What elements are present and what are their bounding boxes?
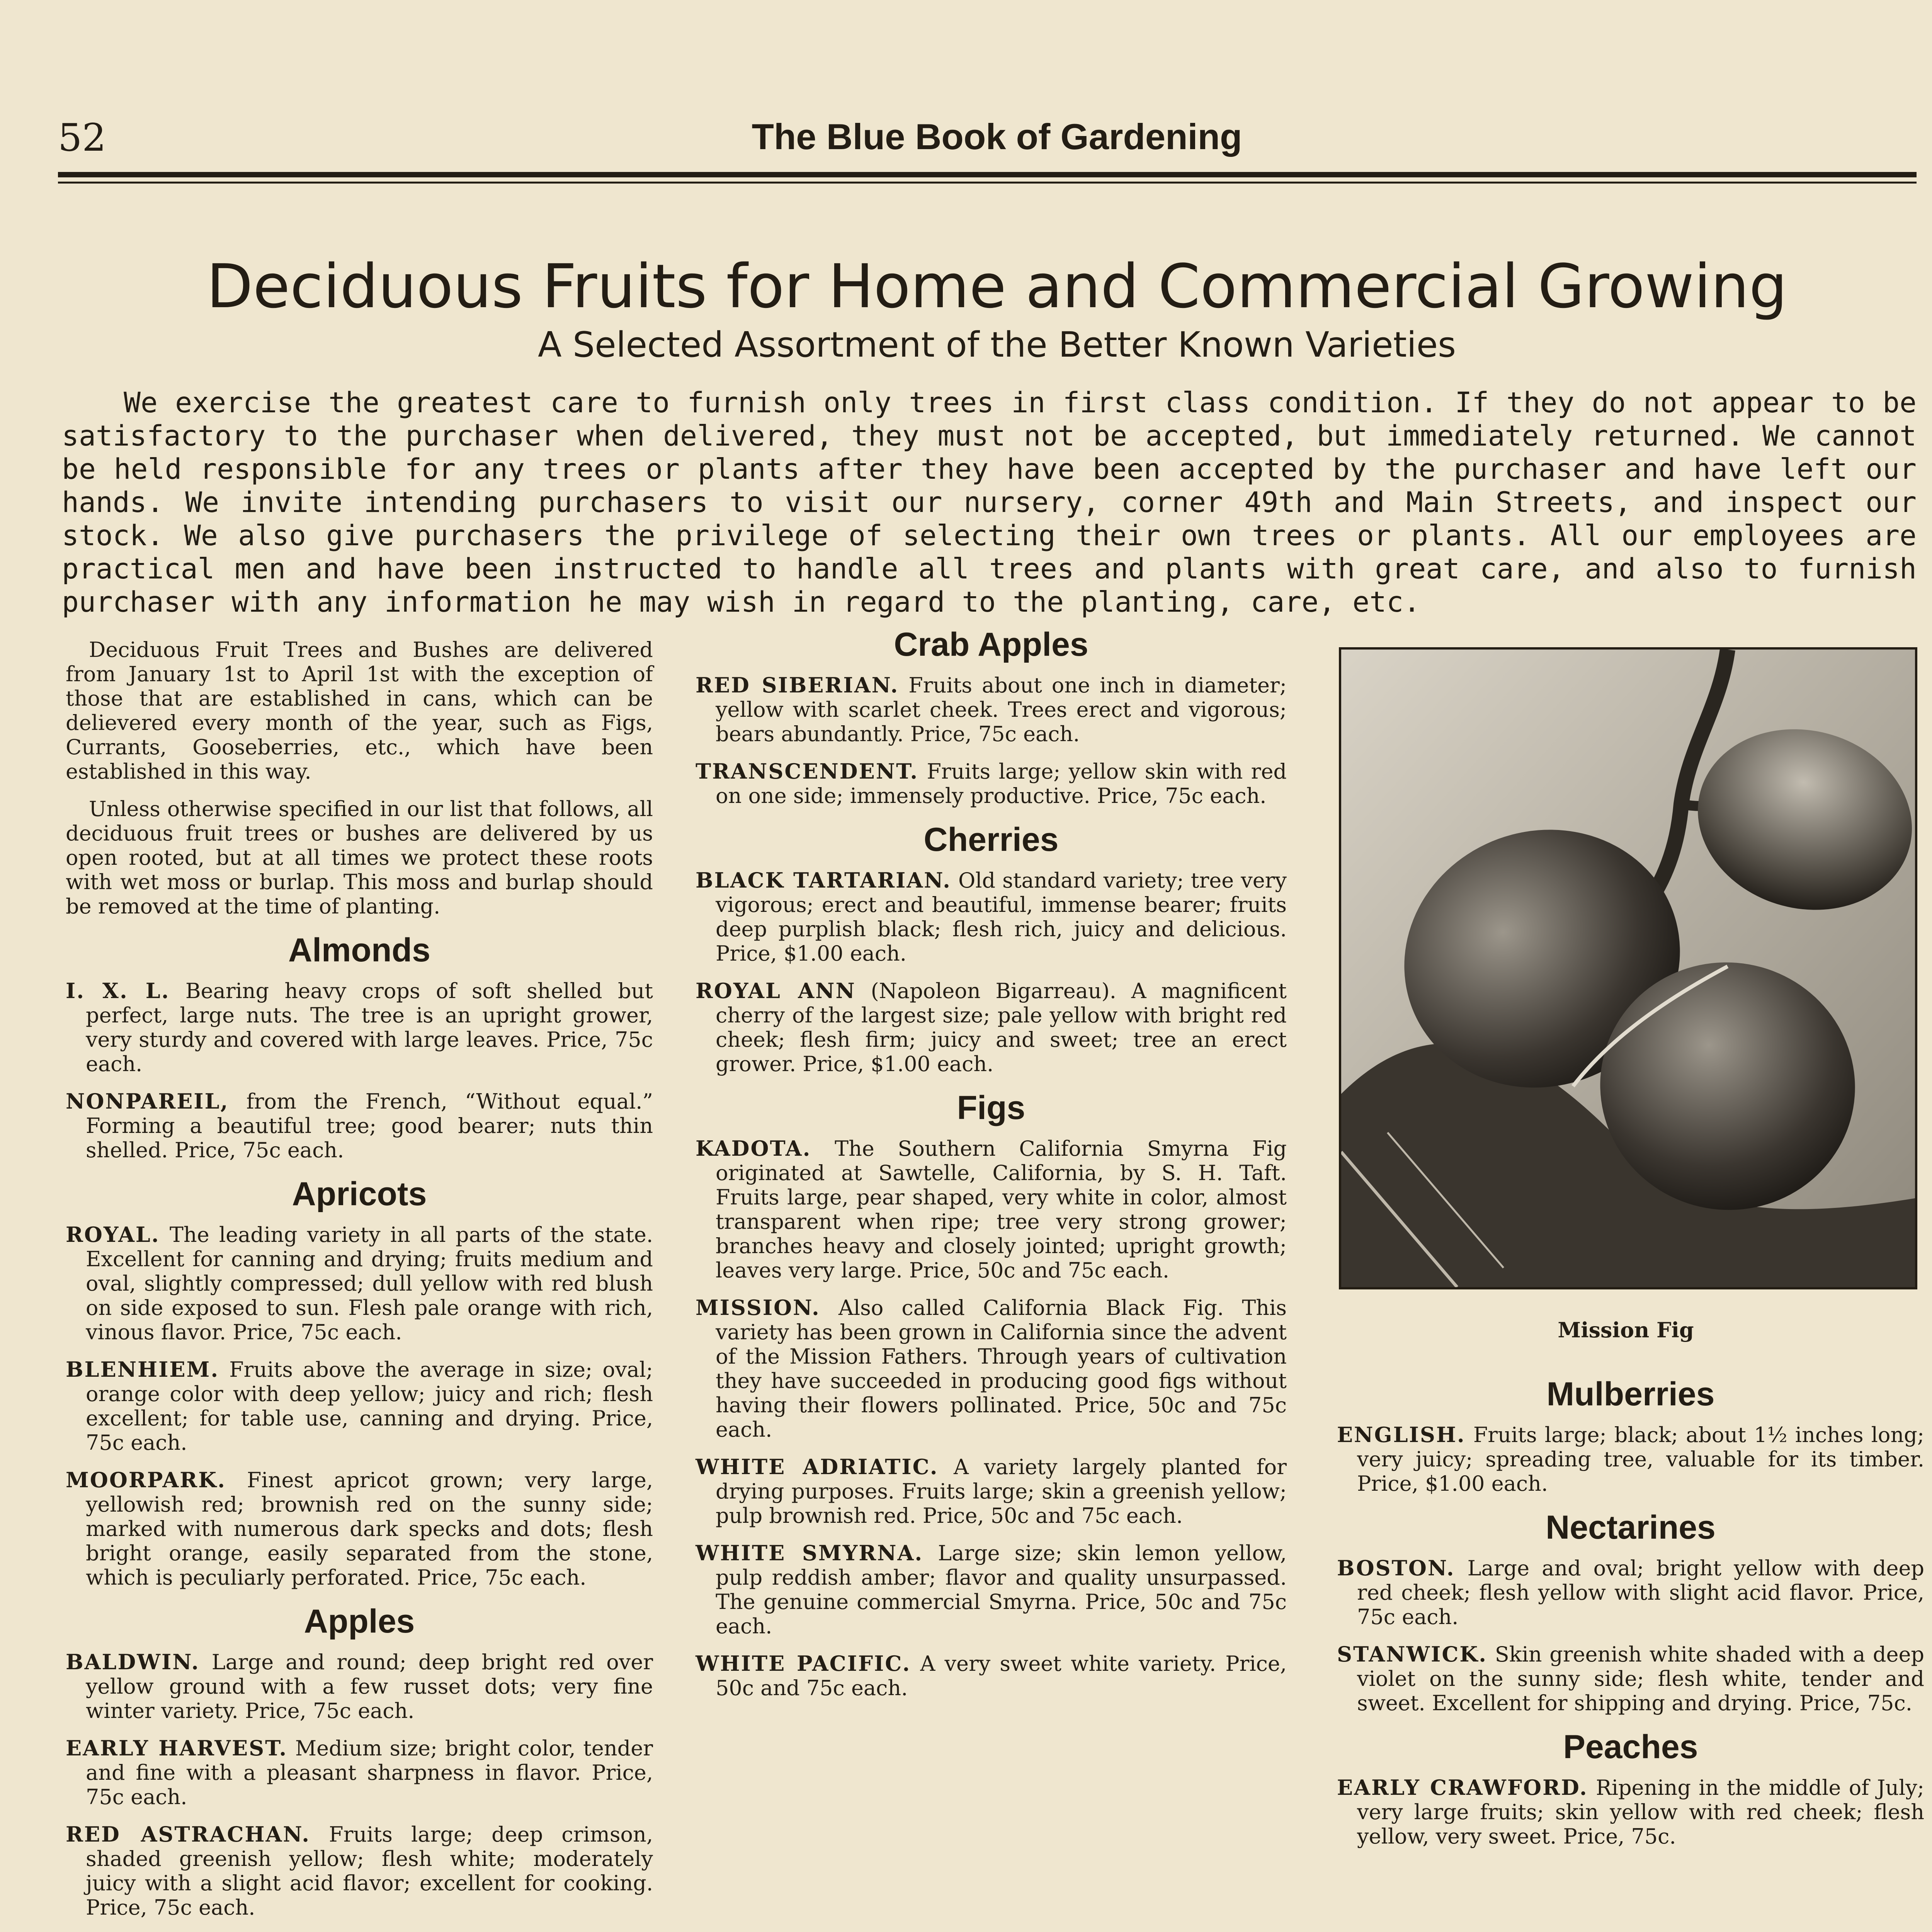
list-item bbox=[66, 1357, 653, 1455]
section-heading-cherries: Cherries bbox=[923, 821, 1059, 858]
variety-name: MOORPARK. bbox=[66, 1468, 226, 1492]
list-item bbox=[66, 1736, 653, 1809]
list-item bbox=[1337, 1642, 1924, 1715]
variety-name: WHITE ADRIATIC. bbox=[696, 1454, 939, 1479]
variety-description: Skin greenish white shaded with a deep violet on the sunny side; flesh white, tender and sweet. Excellent for shipping and drying. Price, 75c. bbox=[1357, 1642, 1924, 1715]
variety-name: EARLY CRAWFORD. bbox=[1337, 1775, 1588, 1800]
variety-name: EARLY HARVEST. bbox=[66, 1736, 288, 1760]
delivery-note: Deciduous Fruit Trees and Bushes are delivered from January 1st to April 1st with the exception of those that are established in cans, which can be delievered every month of the year, such as Figs, Currants, Gooseberries, etc., which have been established in this way. bbox=[66, 638, 653, 784]
list-item bbox=[66, 1822, 653, 1920]
list-item bbox=[66, 1223, 653, 1344]
header-rule-thick bbox=[58, 172, 1917, 177]
variety-description: Large and round; deep bright red over yellow ground with a few russet dots; very fine winter variety. Price, 75c each. bbox=[86, 1650, 653, 1723]
variety-name: BOSTON. bbox=[1337, 1556, 1455, 1580]
section-heading-apples: Apples bbox=[304, 1603, 415, 1640]
page-title: Deciduous Fruits for Home and Commercial Growing bbox=[206, 251, 1787, 321]
section-heading-crab-apples: Crab Apples bbox=[894, 626, 1088, 663]
variety-name: RED ASTRACHAN. bbox=[66, 1822, 311, 1847]
variety-description: Finest apricot grown; very large, yellowish red; brownish red on the sunny side; marked with numerous dark specks and dots; flesh bright orange, easily separated from the stone, which is peculiarly perforated. Price, 75c each. bbox=[86, 1468, 653, 1590]
variety-name: WHITE SMYRNA. bbox=[696, 1541, 923, 1565]
intro-paragraph: We exercise the greatest care to furnish only trees in first class condition. If they do not appear to be satisfactory to the purchaser when delivered, they must not be accepted, but immediately returned. We cannot be held responsible for any trees or plants after they have been accepted by the purchaser and have left our hands. We invite intending purchasers to visit our nursery, corner 49th and Main Streets, and inspect our stock. We also give purchasers the privilege of selecting their own trees or plants. All our employees are practical men and have been instructed to handle all trees and plants with great care, and also to furnish purchaser with any information he may wish in regard to the planting, care, etc. bbox=[62, 386, 1917, 619]
variety-description: Fruits about one inch in diameter; yellow with scarlet cheek. Trees erect and vigorous; bears abundantly. Price, 75c each. bbox=[716, 673, 1287, 746]
variety-name: STANWICK. bbox=[1337, 1642, 1488, 1667]
mission-fig-photo bbox=[1339, 647, 1917, 1289]
section-heading-apricots: Apricots bbox=[292, 1175, 427, 1213]
page-subtitle: A Selected Assortment of the Better Known Varieties bbox=[538, 325, 1456, 365]
list-item bbox=[1337, 1776, 1924, 1849]
section-heading-figs: Figs bbox=[957, 1089, 1026, 1126]
variety-name: MISSION. bbox=[696, 1295, 820, 1320]
section-heading-mulberries: Mulberries bbox=[1546, 1376, 1715, 1413]
page-number: 52 bbox=[58, 116, 106, 160]
list-item bbox=[66, 979, 653, 1076]
section-heading-peaches: Peaches bbox=[1563, 1728, 1698, 1765]
list-item bbox=[696, 1296, 1287, 1442]
variety-description: Fruits above the average in size; oval; orange color with deep yellow; juicy and rich; flesh excellent; for table use, canning and drying. Price, 75c each. bbox=[86, 1357, 653, 1455]
variety-description: Large and oval; bright yellow with deep red cheek; flesh yellow with slight acid flavor. Price, 75c each. bbox=[1357, 1556, 1924, 1629]
variety-description: Fruits large; yellow skin with red on one side; immensely productive. Price, 75c each. bbox=[716, 759, 1287, 808]
variety-description: A variety largely planted for drying purposes. Fruits large; skin a greenish yellow; pulp brownish red. Price, 50c and 75c each. bbox=[716, 1455, 1287, 1528]
list-item bbox=[696, 1541, 1287, 1638]
roots-note: Unless otherwise specified in our list that follows, all deciduous fruit trees or bushes are delivered by us open rooted, but at all times we protect these roots with wet moss or burlap. This moss and burlap should be removed at the time of planting. bbox=[66, 797, 653, 918]
variety-name: I. X. L. bbox=[66, 978, 170, 1003]
header-rule-thin bbox=[58, 182, 1917, 184]
variety-description: Fruits large; black; about 1½ inches long; very juicy; spreading tree, valuable for its timber. Price, $1.00 each. bbox=[1357, 1423, 1924, 1496]
variety-name: BALDWIN. bbox=[66, 1650, 200, 1674]
variety-description: Medium size; bright color, tender and fine with a pleasant sharpness in flavor. Price, 75c each. bbox=[86, 1736, 653, 1809]
list-item bbox=[696, 1651, 1287, 1700]
column-middle bbox=[696, 626, 1287, 1713]
column-right bbox=[1337, 1376, 1924, 1862]
variety-description: Large size; skin lemon yellow, pulp reddish amber; flavor and quality unsurpassed. The genuine commercial Smyrna. Price, 50c and 75c each. bbox=[716, 1541, 1287, 1638]
variety-description: Also called California Black Fig. This variety has been grown in California since the advent of the Mission Fathers. Through years of cultivation they have succeeded in producing good figs without having their flowers pollinated. Price, 50c and 75c each. bbox=[716, 1296, 1287, 1442]
variety-description: A very sweet white variety. Price, 50c and 75c each. bbox=[716, 1651, 1287, 1700]
section-heading-nectarines: Nectarines bbox=[1546, 1509, 1716, 1546]
variety-name: ROYAL ANN bbox=[696, 978, 856, 1003]
variety-name: KADOTA. bbox=[696, 1136, 811, 1161]
list-item bbox=[66, 1089, 653, 1162]
list-item bbox=[1337, 1423, 1924, 1496]
variety-name: BLENHIEM. bbox=[66, 1357, 219, 1382]
list-item bbox=[696, 759, 1287, 808]
variety-description: The Southern California Smyrna Fig originated at Sawtelle, California, by S. H. Taft. Fruits large, pear shaped, very white in color, almost transparent when ripe; tree very strong grower; branches heavy and closely jointed; upright growth; leaves very large. Price, 50c and 75c each. bbox=[716, 1136, 1287, 1282]
mission-fig-illustration bbox=[1341, 650, 1915, 1287]
variety-name: BLACK TARTARIAN. bbox=[696, 868, 951, 893]
list-item bbox=[696, 673, 1287, 746]
list-item bbox=[696, 1455, 1287, 1528]
variety-description: Old standard variety; tree very vigorous; erect and beautiful, immense bearer; fruits deep purplish black; flesh rich, juicy and delicious. Price, $1.00 each. bbox=[716, 868, 1287, 966]
mission-fig-caption: Mission Fig bbox=[1558, 1318, 1694, 1342]
variety-description: Fruits large; deep crimson, shaded greenish yellow; flesh white; moderately juicy with a slight acid flavor; excellent for cooking. Price, 75c each. bbox=[86, 1822, 653, 1920]
list-item bbox=[696, 1136, 1287, 1282]
variety-description: The leading variety in all parts of the state. Excellent for canning and drying; fruits medium and oval, slightly compressed; dull yellow with red blush on side exposed to sun. Flesh pale orange with rich, vinous flavor. Price, 75c each. bbox=[86, 1223, 653, 1344]
variety-description: (Napoleon Bigarreau). A magnificent cherry of the largest size; pale yellow with bright red cheek; flesh firm; juicy and sweet; tree an erect grower. Price, $1.00 each. bbox=[716, 979, 1287, 1076]
running-title: The Blue Book of Gardening bbox=[752, 116, 1242, 157]
section-heading-almonds: Almonds bbox=[288, 932, 430, 969]
variety-name: NONPAREIL, bbox=[66, 1089, 229, 1114]
variety-name: RED SIBERIAN. bbox=[696, 673, 899, 697]
variety-name: ROYAL. bbox=[66, 1222, 160, 1247]
variety-description: Ripening in the middle of July; very large fruits; skin yellow with red cheek; flesh yellow, very sweet. Price, 75c. bbox=[1357, 1776, 1924, 1849]
variety-name: TRANSCENDENT. bbox=[696, 759, 919, 784]
list-item bbox=[696, 979, 1287, 1076]
variety-description: from the French, “Without equal.” Forming a beautiful tree; good bearer; nuts thin shelled. Price, 75c each. bbox=[86, 1089, 653, 1162]
variety-name: WHITE PACIFIC. bbox=[696, 1651, 911, 1676]
list-item bbox=[66, 1650, 653, 1723]
list-item bbox=[66, 1468, 653, 1590]
column-left bbox=[66, 638, 653, 1932]
list-item bbox=[1337, 1556, 1924, 1629]
variety-description: Bearing heavy crops of soft shelled but perfect, large nuts. The tree is an upright grower, very sturdy and covered with large leaves. Price, 75c each. bbox=[86, 979, 653, 1076]
list-item bbox=[696, 868, 1287, 966]
variety-name: ENGLISH. bbox=[1337, 1422, 1466, 1447]
